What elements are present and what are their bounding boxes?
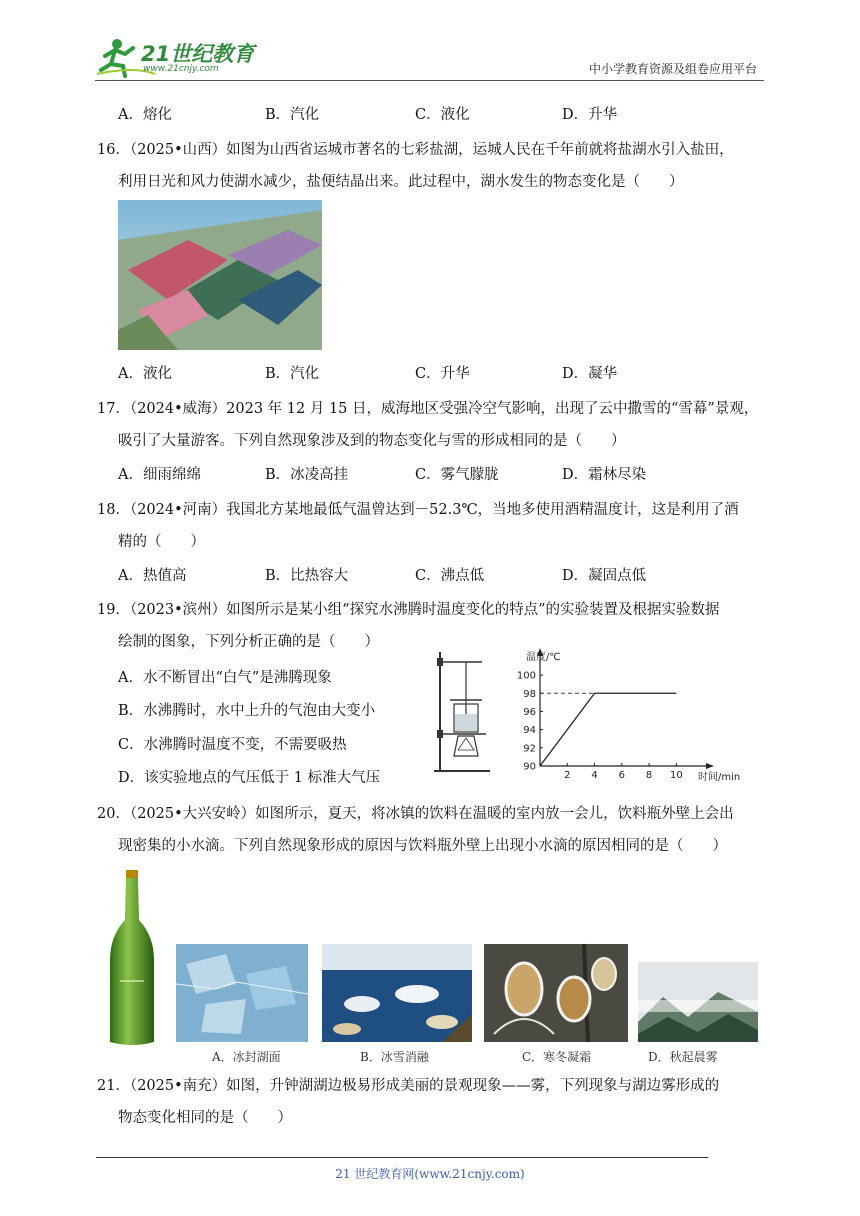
- q19-stem-line2: 绘制的图象，下列分析正确的是（ ）: [118, 634, 379, 650]
- footer-text[interactable]: 21 世纪教育网(www.21cnjy.com): [335, 1167, 525, 1181]
- frost-leaves-photo: [484, 944, 628, 1042]
- q15-option-d[interactable]: D．升华: [562, 107, 618, 123]
- q20-caption-c[interactable]: C．寒冬凝霜: [522, 1050, 592, 1064]
- chart-series-line: [540, 693, 676, 766]
- q18-option-c[interactable]: C．沸点低: [415, 568, 485, 584]
- chart-x-tick-label-8: 8: [645, 770, 653, 781]
- q17-option-a[interactable]: A．细雨绵绵: [118, 467, 201, 483]
- q19-option-c[interactable]: C．水沸腾时温度不变，不需要吸热: [118, 737, 347, 753]
- chart-x-tick-label-10: 10: [669, 770, 683, 781]
- q17-option-b[interactable]: B．冰凌高挂: [265, 467, 349, 483]
- chart-x-tick-label-4: 4: [591, 770, 598, 781]
- q19-option-d[interactable]: D．该实验地点的气压低于 1 标准大气压: [118, 770, 381, 786]
- q17-option-c[interactable]: C．雾气朦胧: [415, 467, 499, 483]
- chart-x-tick-label-6: 6: [618, 770, 626, 781]
- q19-stem-line1: 19．（2023•滨州）如图所示是某小组“探究水沸腾时温度变化的特点”的实验装置及根据实验数据: [97, 602, 720, 618]
- chart-y-tick-label-90: 90: [523, 761, 536, 773]
- chart-y-tick-label-98: 98: [523, 688, 536, 700]
- q16-option-d[interactable]: D．凝华: [562, 366, 618, 382]
- q21-stem-line1: 21．（2025•南充）如图，升钟湖湖边极易形成美丽的景观现象——雾，下列现象与湖边雾形成的: [97, 1078, 720, 1094]
- q20-stem-line2: 现密集的小水滴。下列自然现象形成的原因与饮料瓶外壁上出现小水滴的原因相同的是（ ）: [118, 838, 727, 854]
- q16-stem-line2: 利用日光和风力使湖水减少，盐便结晶出来。此过程中，湖水发生的物态变化是（ ）: [118, 174, 684, 190]
- q21-stem-line2: 物态变化相同的是（ ）: [118, 1110, 292, 1126]
- temperature-chart-svg: [510, 648, 741, 788]
- q15-option-a[interactable]: A．熔化: [118, 107, 172, 123]
- morning-fog-photo: [638, 962, 758, 1042]
- footer-divider: [96, 1157, 708, 1158]
- q15-option-c[interactable]: C．液化: [415, 107, 470, 123]
- melting-snow-photo: [322, 944, 472, 1042]
- chart-x-axis-label: 时间/min: [698, 772, 741, 783]
- logo: [95, 36, 260, 80]
- q18-stem-line2: 精的（ ）: [118, 534, 205, 550]
- q17-stem-line2: 吸引了大量游客。下列自然现象涉及到的物态变化与雪的形成相同的是（ ）: [118, 433, 626, 449]
- chart-y-tick-label-96: 96: [523, 706, 536, 718]
- q20-caption-a[interactable]: A．冰封湖面: [212, 1050, 281, 1064]
- q20-stem-line1: 20．（2025•大兴安岭）如图所示，夏天，将冰镇的饮料在温暖的室内放一会儿，饮料瓶外壁上会出: [97, 806, 734, 822]
- q20-caption-d[interactable]: D．秋起晨雾: [648, 1050, 718, 1064]
- q16-stem-line1: 16．（2025•山西）如图为山西省运城市著名的七彩盐湖，运城人民在千年前就将盐湖水引入盐田，: [97, 142, 734, 158]
- logo-url: www.21cnjy.com: [143, 64, 219, 74]
- temperature-time-chart: [510, 648, 741, 788]
- chart-y-tick-label-100: 100: [516, 670, 536, 682]
- q16-option-b[interactable]: B．汽化: [265, 366, 320, 382]
- q18-option-d[interactable]: D．凝固点低: [562, 568, 647, 584]
- salt-lake-photo: [118, 200, 322, 350]
- q18-option-a[interactable]: A．热值高: [118, 568, 187, 584]
- q16-option-a[interactable]: A．液化: [118, 366, 172, 382]
- q16-option-c[interactable]: C．升华: [415, 366, 470, 382]
- q17-option-d[interactable]: D．霜林尽染: [562, 467, 647, 483]
- q19-option-a[interactable]: A．水不断冒出“白气”是沸腾现象: [118, 670, 332, 686]
- header-platform-text: 中小学教育资源及组卷应用平台: [588, 62, 757, 76]
- q15-option-b[interactable]: B．汽化: [265, 107, 320, 123]
- q19-option-b[interactable]: B．水沸腾时，水中上升的气泡由大变小: [118, 703, 376, 719]
- chart-x-tick-label-2: 2: [564, 770, 571, 781]
- q17-stem-line1: 17．（2024•威海）2023 年 12 月 15 日，威海地区受强冷空气影响，出现了云中撒雪的“雪幕”景观，: [97, 401, 759, 417]
- logo-text: 21世纪教育: [141, 42, 255, 66]
- frozen-lake-photo: [176, 944, 308, 1042]
- chart-y-tick-label-94: 94: [523, 725, 536, 737]
- boiling-apparatus-diagram: [432, 650, 492, 774]
- q18-option-b[interactable]: B．比热容大: [265, 568, 349, 584]
- q20-caption-b[interactable]: B．冰雪消融: [360, 1050, 429, 1064]
- chart-y-axis-label: 温度/℃: [526, 652, 561, 663]
- chart-x-axis-arrow: [706, 763, 714, 769]
- header-divider: [95, 80, 764, 81]
- chart-y-tick-label-92: 92: [523, 743, 536, 755]
- green-bottle-photo: [108, 870, 156, 1046]
- q18-stem-line1: 18．（2024•河南）我国北方某地最低气温曾达到－52.3℃，当地多使用酒精温度计，这是利用了酒: [97, 502, 739, 518]
